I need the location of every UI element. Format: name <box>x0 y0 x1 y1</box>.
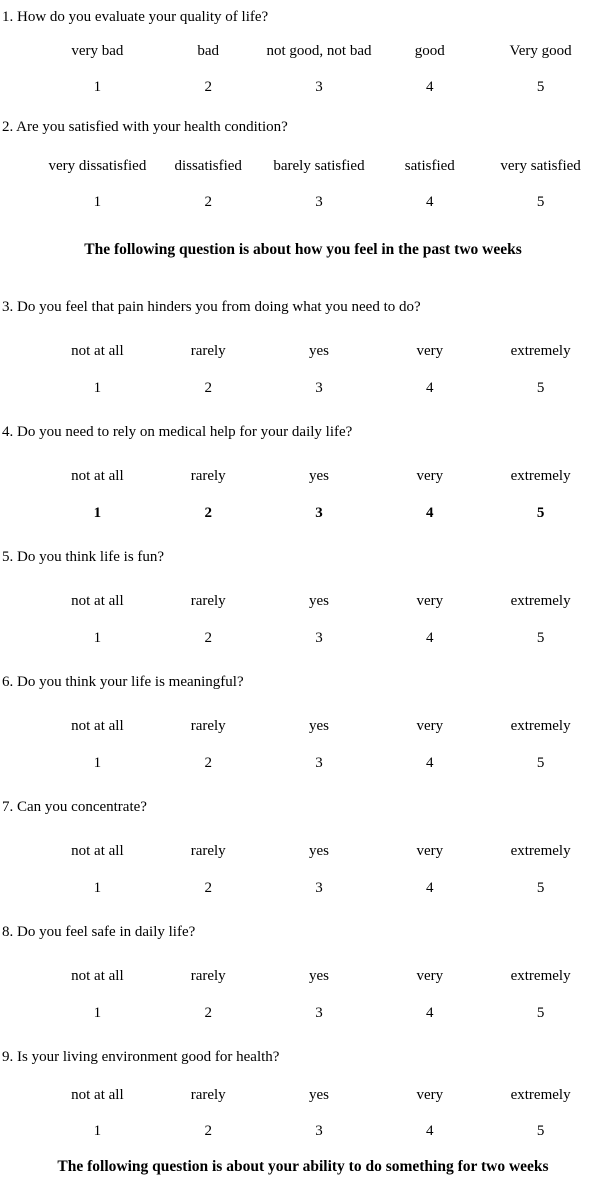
option-label: very <box>416 718 444 734</box>
question-5-text: 5. Do you think life is fun? <box>2 549 165 565</box>
question-9-option-values <box>42 1122 596 1140</box>
option-label: very dissatisfied <box>48 158 147 174</box>
option-value: 5 <box>536 194 545 210</box>
option-value: 1 <box>93 194 102 210</box>
option-value: 2 <box>204 755 212 771</box>
option-value: 2 <box>204 1005 212 1021</box>
option-label: extremely <box>510 593 571 609</box>
option-label: not good, not bad <box>266 43 372 59</box>
option-label: satisfied <box>404 158 455 174</box>
question-9-text: 9. Is your living environment good for health? <box>2 1049 280 1065</box>
option-value: 4 <box>426 380 434 396</box>
question-1-text: 1. How do you evaluate your quality of life? <box>2 9 269 25</box>
option-value: 2 <box>204 380 212 396</box>
question-8-option-labels <box>42 967 596 985</box>
option-value: 5 <box>536 1123 545 1139</box>
question-1 <box>2 8 604 96</box>
option-value: 3 <box>315 380 323 396</box>
option-label: very <box>416 468 444 484</box>
question-7-option-labels <box>42 842 596 860</box>
question-2 <box>2 118 604 211</box>
option-value: 3 <box>315 1005 323 1021</box>
option-label: very <box>416 968 444 984</box>
option-label: yes <box>308 468 329 484</box>
option-label: not at all <box>71 843 124 859</box>
option-value: 1 <box>93 1005 102 1021</box>
option-value: 5 <box>536 630 545 646</box>
option-label: extremely <box>510 468 571 484</box>
option-value: 3 <box>315 630 323 646</box>
option-label: not at all <box>71 468 124 484</box>
option-value: 4 <box>426 755 434 771</box>
question-9-option-labels <box>42 1086 596 1104</box>
option-label: rarely <box>190 1087 226 1103</box>
option-label: extremely <box>510 718 571 734</box>
option-value: 5 <box>536 755 545 771</box>
option-label: yes <box>308 968 329 984</box>
option-value: 1 <box>93 755 102 771</box>
question-7-text: 7. Can you concentrate? <box>2 799 147 815</box>
option-label: barely satisfied <box>273 158 365 174</box>
question-7 <box>2 798 604 897</box>
option-label: extremely <box>510 843 571 859</box>
option-label: rarely <box>190 343 226 359</box>
option-label: very satisfied <box>500 158 581 174</box>
question-8-option-values <box>42 1004 596 1022</box>
option-label: yes <box>308 593 329 609</box>
option-label: rarely <box>190 468 226 484</box>
question-5-option-values <box>42 629 596 647</box>
question-3-text: 3. Do you feel that pain hinders you from doing what you need to do? <box>2 299 421 315</box>
option-value: 4 <box>426 630 434 646</box>
option-label: bad <box>197 43 220 59</box>
option-value: 5 <box>536 380 545 396</box>
question-5 <box>2 548 604 647</box>
option-value: 2 <box>204 79 212 95</box>
option-label: not at all <box>71 718 124 734</box>
option-label: extremely <box>510 968 571 984</box>
question-4-option-values <box>42 504 596 522</box>
option-label: rarely <box>190 718 226 734</box>
option-label: dissatisfied <box>174 158 242 174</box>
option-label: very <box>416 593 444 609</box>
question-3-option-values <box>42 379 596 397</box>
question-6-option-labels <box>42 717 596 735</box>
option-value: 4 <box>426 194 434 210</box>
option-label: yes <box>308 843 329 859</box>
option-value: 3 <box>315 1123 323 1139</box>
question-8 <box>2 923 604 1022</box>
question-6-text: 6. Do you think your life is meaningful? <box>2 674 244 690</box>
question-1-option-values <box>42 78 596 96</box>
option-value: 4 <box>426 880 434 896</box>
question-9 <box>2 1048 604 1140</box>
option-label: extremely <box>510 343 571 359</box>
option-value: 1 <box>93 880 102 896</box>
question-3-option-labels <box>42 342 596 360</box>
option-value: 5 <box>536 79 545 95</box>
option-label: rarely <box>190 968 226 984</box>
option-value: 4 <box>426 1123 434 1139</box>
option-label: yes <box>308 1087 329 1103</box>
option-value: 3 <box>315 194 323 210</box>
option-value: 1 <box>93 505 102 521</box>
question-4 <box>2 423 604 522</box>
option-label: yes <box>308 343 329 359</box>
option-value: 4 <box>426 79 434 95</box>
option-value: 2 <box>204 880 212 896</box>
option-value: 3 <box>315 505 323 521</box>
question-4-option-labels <box>42 467 596 485</box>
section-heading-ability: The following question is about your ability to do something for two weeks <box>57 1158 549 1175</box>
question-4-text: 4. Do you need to rely on medical help for your daily life? <box>2 424 353 440</box>
option-label: not at all <box>71 343 124 359</box>
option-value: 5 <box>536 880 545 896</box>
question-3 <box>2 298 604 397</box>
option-value: 5 <box>536 1005 545 1021</box>
option-value: 3 <box>315 79 323 95</box>
option-label: good <box>414 43 445 59</box>
option-value: 1 <box>93 380 102 396</box>
option-value: 1 <box>93 630 102 646</box>
question-1-option-labels <box>42 42 596 60</box>
option-label: not at all <box>71 593 124 609</box>
question-8-text: 8. Do you feel safe in daily life? <box>2 924 196 940</box>
option-value: 4 <box>426 505 434 521</box>
option-label: very bad <box>71 43 124 59</box>
option-label: Very good <box>509 43 572 59</box>
question-2-text: 2. Are you satisfied with your health condition? <box>2 119 288 135</box>
option-value: 2 <box>204 194 212 210</box>
option-label: rarely <box>190 843 226 859</box>
option-value: 5 <box>536 505 545 521</box>
option-value: 3 <box>315 880 323 896</box>
option-value: 4 <box>426 1005 434 1021</box>
section-heading-feelings: The following question is about how you feel in the past two weeks <box>84 241 522 258</box>
option-label: yes <box>308 718 329 734</box>
option-value: 3 <box>315 755 323 771</box>
option-label: very <box>416 843 444 859</box>
question-7-option-values <box>42 879 596 897</box>
option-value: 2 <box>204 630 212 646</box>
question-6-option-values <box>42 754 596 772</box>
question-2-option-values <box>42 193 596 211</box>
option-label: rarely <box>190 593 226 609</box>
option-value: 1 <box>93 79 102 95</box>
question-2-option-labels <box>42 157 596 175</box>
question-6 <box>2 673 604 772</box>
option-value: 2 <box>204 505 212 521</box>
option-label: extremely <box>510 1087 571 1103</box>
option-label: very <box>416 343 444 359</box>
option-label: not at all <box>71 968 124 984</box>
question-5-option-labels <box>42 592 596 610</box>
option-value: 2 <box>204 1123 212 1139</box>
option-label: not at all <box>71 1087 124 1103</box>
option-label: very <box>416 1087 444 1103</box>
option-value: 1 <box>93 1123 102 1139</box>
